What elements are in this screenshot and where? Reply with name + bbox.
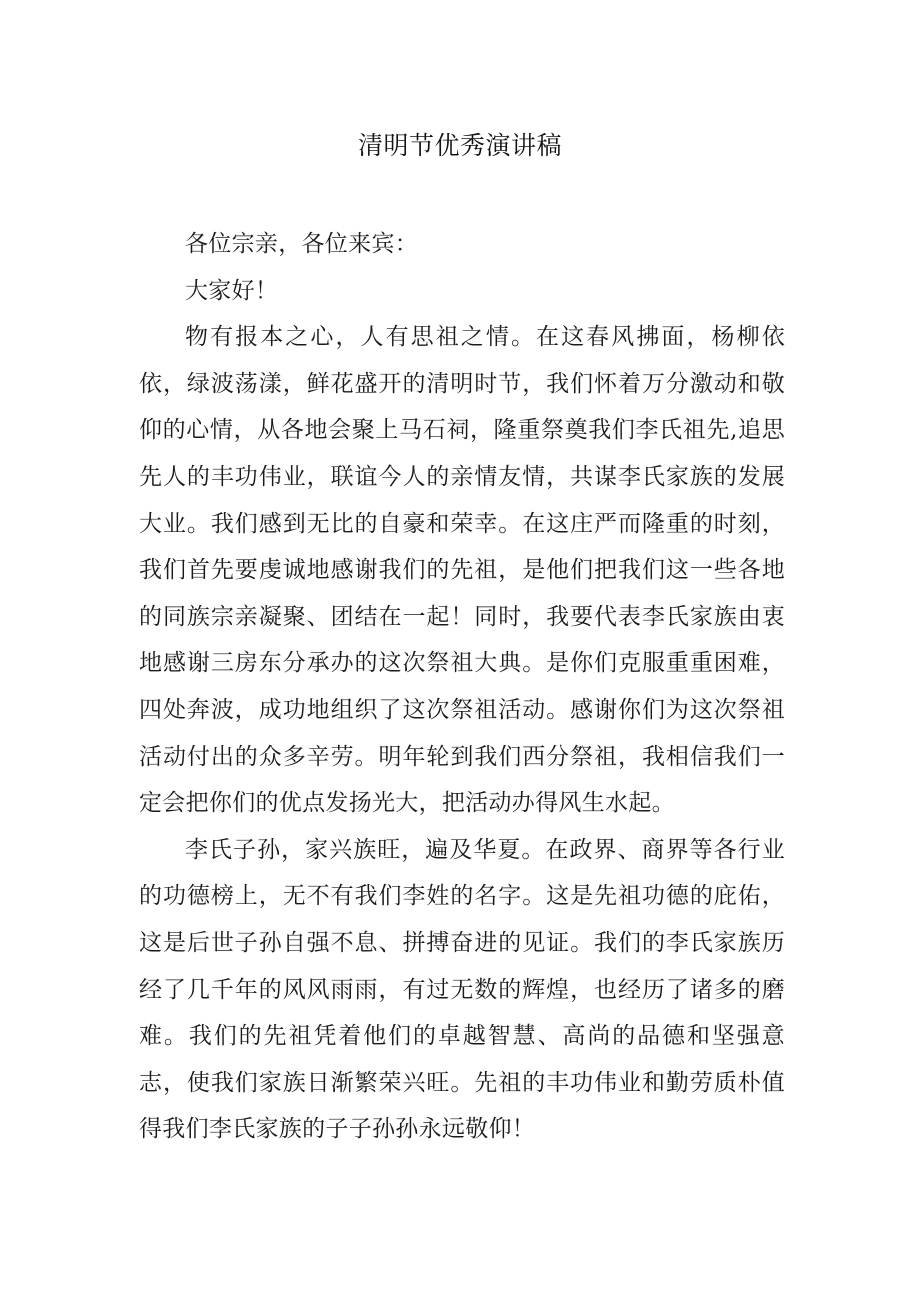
body-paragraph: 李氏子孙，家兴族旺，遍及华夏。在政界、商界等各行业的功德榜上，无不有我们李姓的名字。这是先祖功德的庇佑，这是后世子孙自强不息、拼搏奋进的见证。我们的李氏家族历经了几千年的风风雨雨，有过无数的辉煌，也经历了诸多的磨难。我们的先祖凭着他们的卓越智慧、高尚的品德和坚强意志，使我们家族日渐繁荣兴旺。先祖的丰功伟业和勤劳质朴值得我们李氏家族的子子孙孙永远敬仰！ <box>139 836 785 1143</box>
salutation-paragraph: 大家好！ <box>185 277 279 304</box>
document-title: 清明节优秀演讲稿 <box>357 131 562 160</box>
greeting-paragraph: 各位宗亲，各位来宾： <box>185 231 418 257</box>
document-body <box>139 221 785 1153</box>
body-paragraph: 物有报本之心，人有思祖之情。在这春风拂面，杨柳依依，绿波荡漾，鲜花盛开的清明时节，我们怀着万分激动和敬仰的心情，从各地会聚上马石祠，隆重祭奠我们李氏祖先,追思先人的丰功伟业，联谊今人的亲情友情，共谋李氏家族的发展大业。我们感到无比的自豪和荣幸。在这庄严而隆重的时刻，我们首先要虔诚地感谢我们的先祖，是他们把我们这一些各地的同族宗亲凝聚、团结在一起！同时，我要代表李氏家族由衷地感谢三房东分承办的这次祭祖大典。是你们克服重重困难，四处奔波，成功地组织了这次祭祖活动。感谢你们为这次祭祖活动付出的众多辛劳。明年轮到我们西分祭祖，我相信我们一定会把你们的优点发扬光大，把活动办得风生水起。 <box>139 324 785 817</box>
